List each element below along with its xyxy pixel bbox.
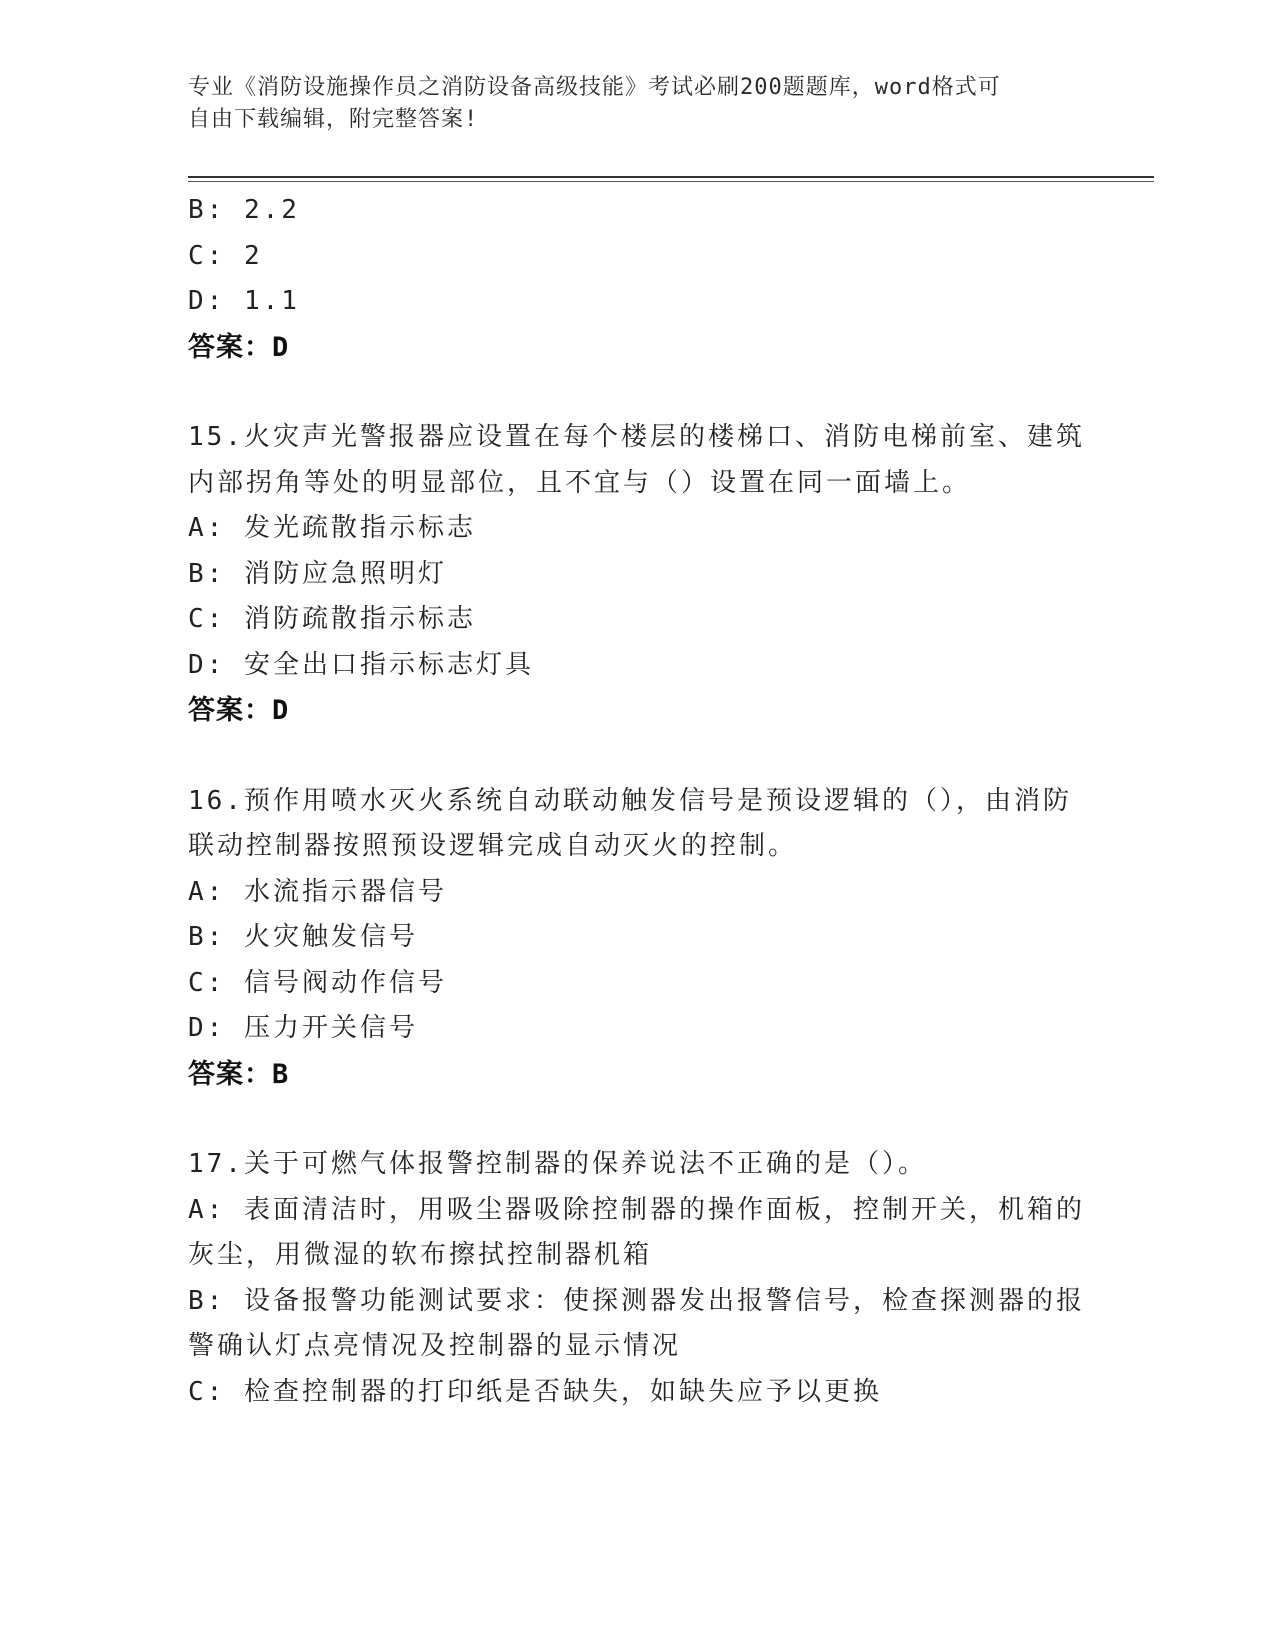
- spacer: [188, 734, 1088, 779]
- answer-line: 答案：D: [188, 331, 290, 363]
- answer-line: 答案：D: [188, 695, 290, 726]
- option-c: C: 信号阀动作信号: [188, 967, 447, 998]
- question-14-continued: [188, 188, 1088, 370]
- question-17: [188, 1142, 1088, 1415]
- answer-line: 答案：B: [188, 1058, 290, 1090]
- header-line-1: 专业《消防设施操作员之消防设备高级技能》考试必刷200题题库，word格式可: [188, 75, 1001, 100]
- option-c: C: 检查控制器的打印纸是否缺失，如缺失应予以更换: [188, 1376, 882, 1407]
- option-b: B: 消防应急照明灯: [188, 558, 447, 589]
- option-d: D: 安全出口指示标志灯具: [188, 649, 534, 680]
- option-b: B: 设备报警功能测试要求：使探测器发出报警信号，检查探测器的报: [188, 1285, 1085, 1316]
- spacer: [188, 1097, 1088, 1142]
- header-divider-thin: [188, 181, 1154, 182]
- header-line-2: 自由下载编辑，附完整答案!: [188, 107, 479, 132]
- option-b: B: 火灾触发信号: [188, 922, 418, 952]
- header-divider-thick: [188, 176, 1154, 178]
- option-a: A: 水流指示器信号: [188, 876, 447, 907]
- option-b-continued: 警确认灯点亮情况及控制器的显示情况: [188, 1331, 682, 1361]
- option-d: D: 1.1: [188, 286, 300, 316]
- option-b: B: 2.2: [188, 195, 300, 225]
- option-a: A: 表面清洁时，用吸尘器吸除控制器的操作面板，控制开关，机箱的: [188, 1194, 1085, 1225]
- option-d: D: 压力开关信号: [188, 1013, 418, 1043]
- question-16: [188, 779, 1088, 1098]
- question-stem-line: 16.预作用喷水灭火系统自动联动触发信号是预设逻辑的（），由消防: [188, 785, 1072, 816]
- question-stem-line: 17.关于可燃气体报警控制器的保养说法不正确的是（）。: [188, 1149, 927, 1179]
- question-stem-line: 联动控制器按照预设逻辑完成自动灭火的控制。: [188, 831, 798, 861]
- option-c: C: 2: [188, 240, 263, 271]
- question-content: [188, 188, 1088, 1415]
- question-stem-line: 15.火灾声光警报器应设置在每个楼层的楼梯口、消防电梯前室、建筑: [188, 422, 1085, 452]
- document-header: [188, 72, 1068, 136]
- question-15: [188, 415, 1088, 734]
- option-c: C: 消防疏散指示标志: [188, 604, 476, 634]
- option-a-continued: 灰尘，用微湿的软布擦拭控制器机箱: [188, 1240, 653, 1270]
- option-a: A: 发光疏散指示标志: [188, 513, 476, 543]
- spacer: [188, 370, 1088, 415]
- question-stem-line: 内部拐角等处的明显部位，且不宜与（）设置在同一面墙上。: [188, 467, 972, 498]
